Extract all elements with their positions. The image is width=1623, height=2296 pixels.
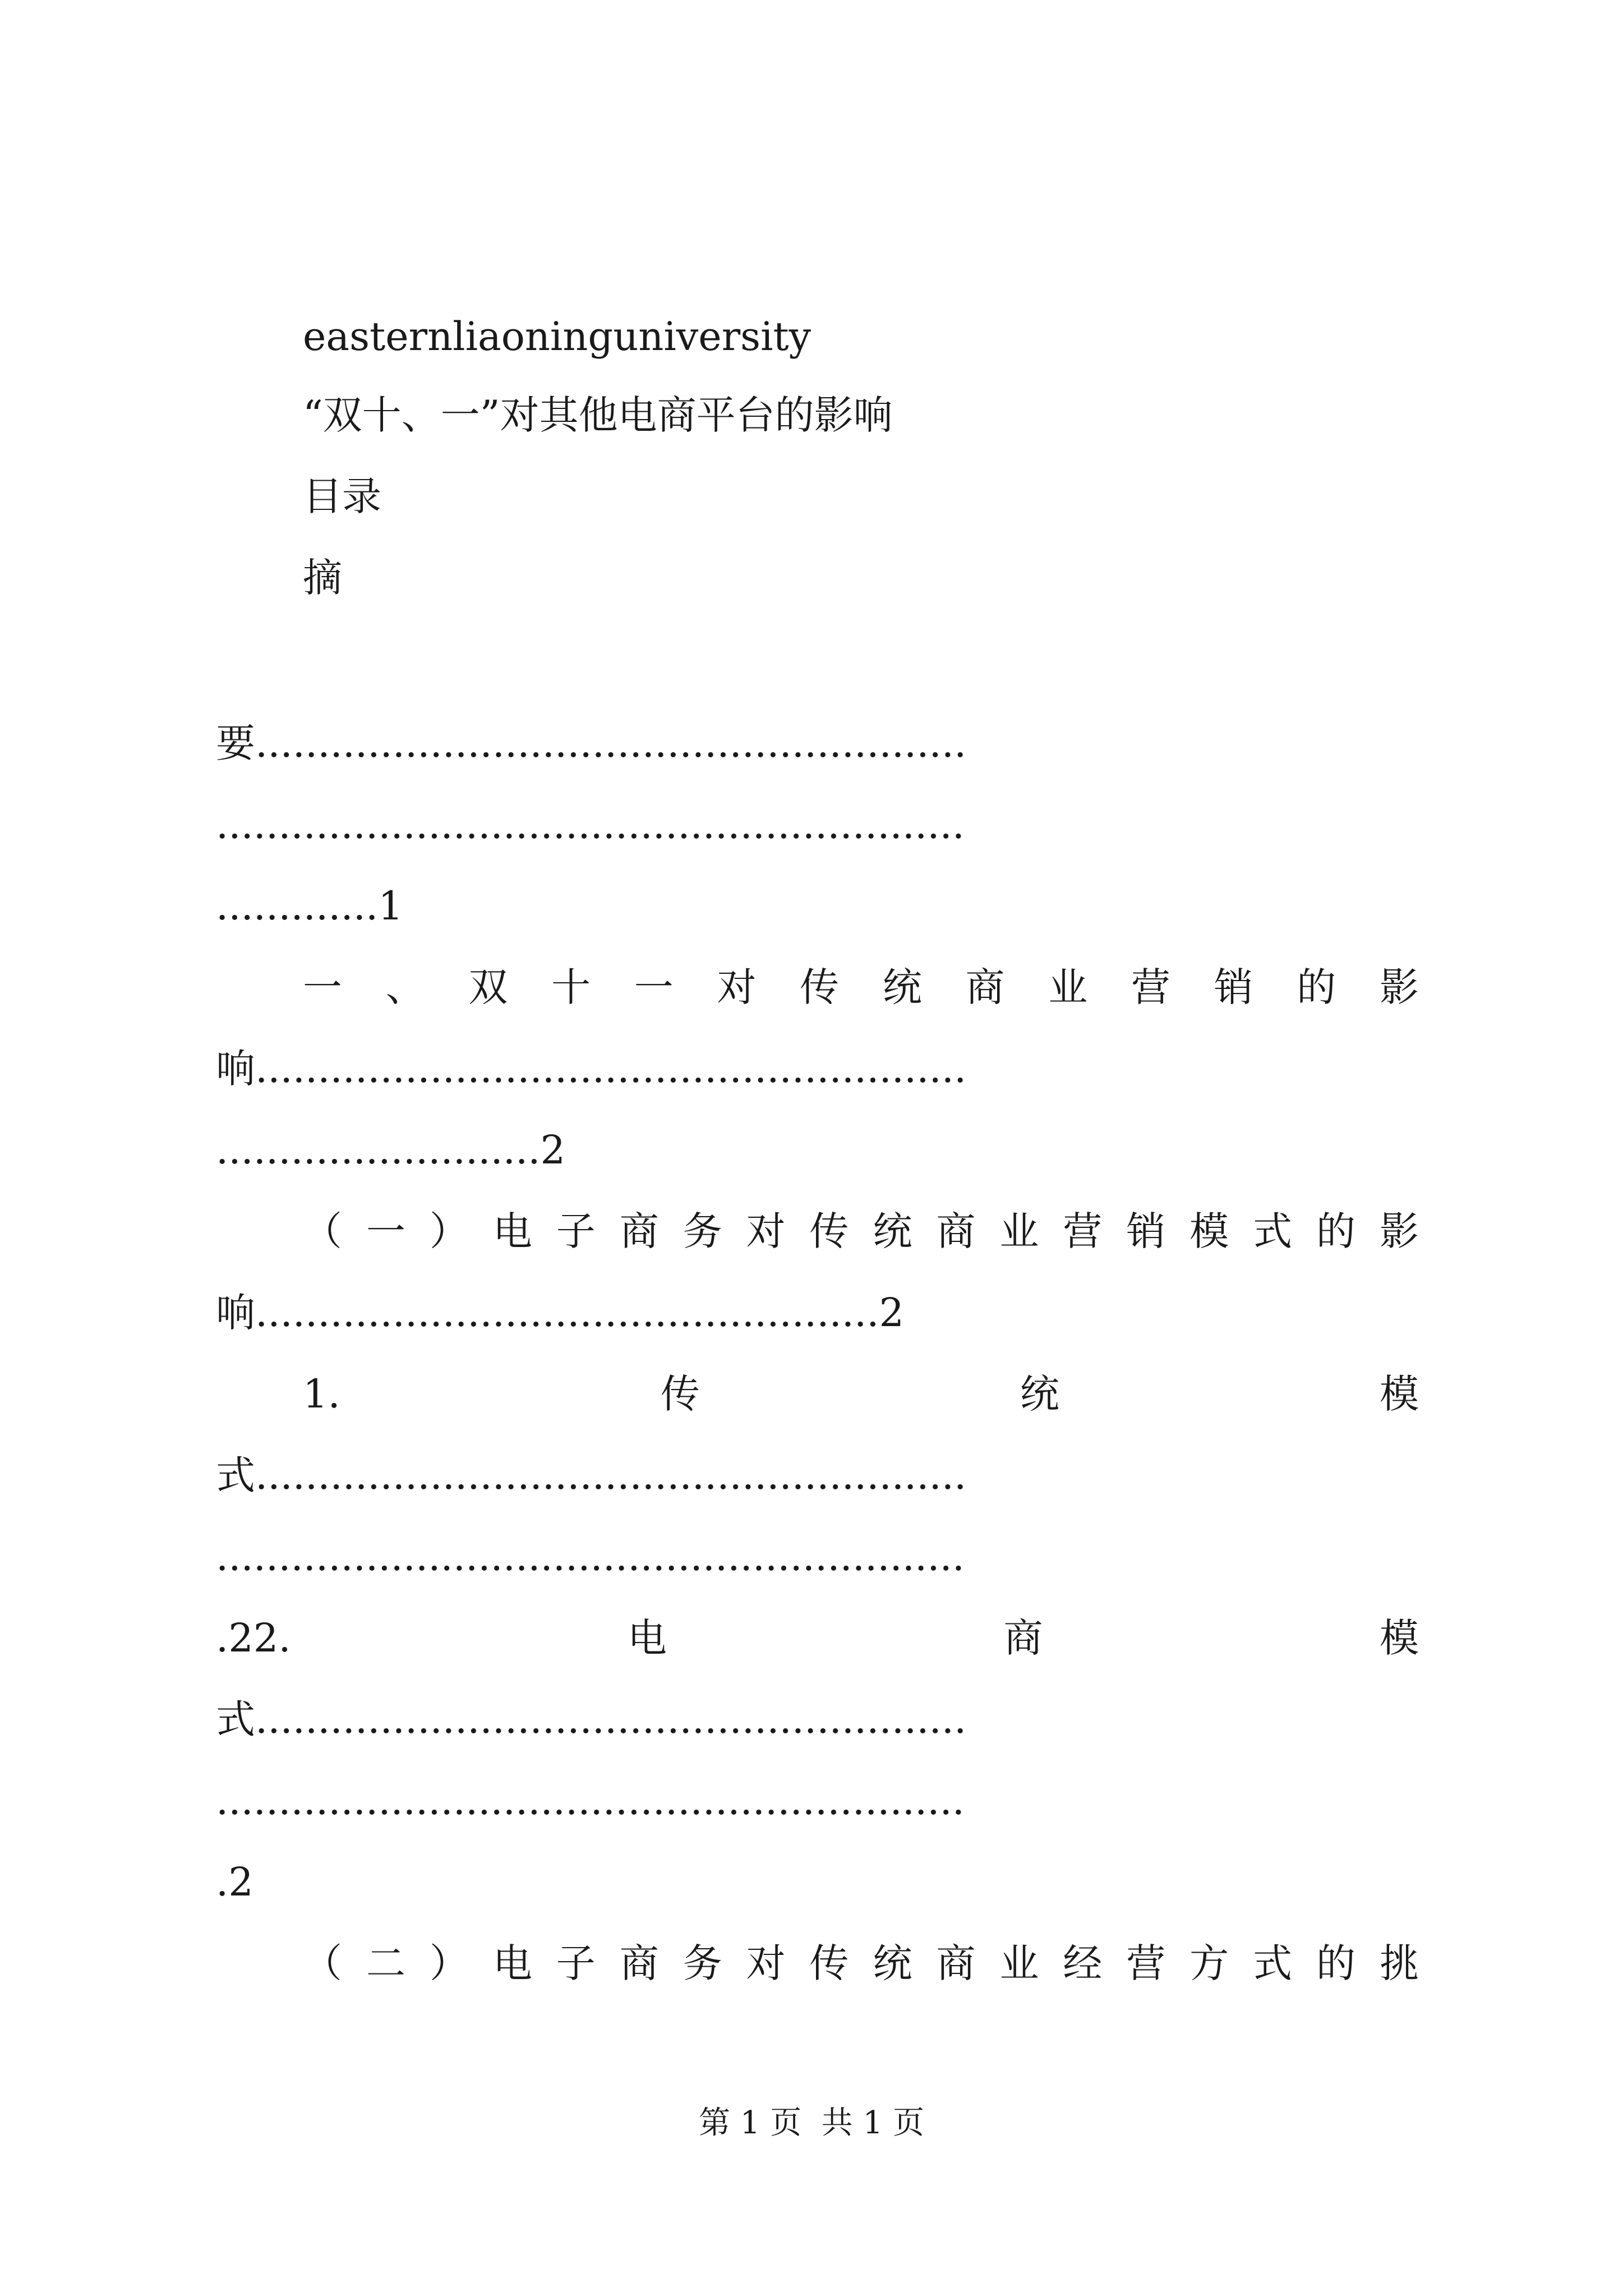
abstract-char: 摘 [303, 555, 342, 601]
char: 式 [1253, 1208, 1293, 1254]
char: 营 [1126, 1940, 1166, 1986]
text-part: 模 [1379, 1615, 1419, 1661]
char: 商 [619, 1208, 659, 1254]
char: 统 [873, 1940, 912, 1986]
toc-line-10: 式......................................................... [216, 1452, 967, 1498]
document-title: “双十、一”对其他电商平台的影响 [303, 392, 893, 438]
char: 影 [1379, 1208, 1419, 1254]
toc-line-13: 式......................................................... [216, 1696, 967, 1742]
char: 子 [556, 1940, 596, 1986]
char: 双 [468, 964, 508, 1010]
toc-line-12 [216, 1610, 1419, 1666]
char: 影 [1379, 964, 1419, 1010]
char: 务 [683, 1940, 722, 1986]
char: 统 [873, 1208, 912, 1254]
char: 二 [366, 1940, 405, 1986]
text-part: 商 [1003, 1615, 1043, 1661]
char: 传 [800, 964, 840, 1010]
char: 销 [1214, 964, 1253, 1010]
char: 电 [492, 1208, 532, 1254]
char: 的 [1297, 964, 1336, 1010]
char: 的 [1316, 1208, 1355, 1254]
toc-line-4 [303, 959, 1419, 1015]
toc-line-9 [303, 1366, 1419, 1422]
char: 传 [809, 1208, 849, 1254]
char: 对 [746, 1940, 786, 1986]
char: 一 [634, 964, 674, 1010]
toc-line-15: .2 [216, 1859, 253, 1905]
text-part: .22. [216, 1615, 291, 1661]
char: 业 [1048, 964, 1088, 1010]
text-part: 模 [1379, 1371, 1419, 1417]
char: 商 [619, 1940, 659, 1986]
char: 挑 [1379, 1940, 1419, 1986]
page-footer: 第 1 页 共 1 页 [698, 2105, 925, 2141]
char: 营 [1131, 964, 1170, 1010]
char: 业 [999, 1208, 1039, 1254]
char: 商 [936, 1940, 976, 1986]
char: 销 [1126, 1208, 1166, 1254]
char: 业 [999, 1940, 1039, 1986]
char: 统 [882, 964, 922, 1010]
toc-line-2: ............................................................ [216, 802, 965, 848]
toc-line-11: ............................................................ [216, 1534, 965, 1580]
char: 商 [936, 1208, 976, 1254]
char: 传 [809, 1940, 849, 1986]
char: 经 [1063, 1940, 1103, 1986]
char: 一 [303, 964, 342, 1010]
toc-line-1: 要......................................................... [216, 720, 967, 766]
text-part: 统 [1020, 1371, 1059, 1417]
char: 务 [683, 1208, 722, 1254]
toc-line-8: 响..................................................2 [216, 1290, 905, 1336]
toc-line-16 [303, 1935, 1419, 1991]
char: 的 [1316, 1940, 1355, 1986]
text-part: 传 [660, 1371, 700, 1417]
char: （ [303, 1940, 342, 1986]
char: 、 [385, 964, 425, 1010]
toc-line-14: ............................................................ [216, 1778, 965, 1824]
toc-line-3: .............1 [216, 883, 403, 929]
text-part: 1. [303, 1371, 340, 1417]
char: （ [303, 1208, 342, 1254]
char: ） [429, 1940, 469, 1986]
char: 对 [746, 1208, 786, 1254]
toc-heading: 目录 [303, 473, 381, 519]
university-name: easternliaoninguniversity [303, 314, 811, 360]
char: 商 [965, 964, 1005, 1010]
char: 营 [1063, 1208, 1103, 1254]
char: 子 [556, 1208, 596, 1254]
char: ） [429, 1208, 469, 1254]
char: 模 [1189, 1208, 1229, 1254]
toc-line-6: ..........................2 [216, 1127, 566, 1173]
toc-line-5: 响......................................................... [216, 1046, 967, 1092]
char: 对 [717, 964, 757, 1010]
toc-line-7 [303, 1203, 1419, 1259]
char: 十 [551, 964, 591, 1010]
char: 式 [1253, 1940, 1293, 1986]
text-part: 电 [628, 1615, 667, 1661]
char: 一 [366, 1208, 405, 1254]
char: 电 [492, 1940, 532, 1986]
char: 方 [1189, 1940, 1229, 1986]
